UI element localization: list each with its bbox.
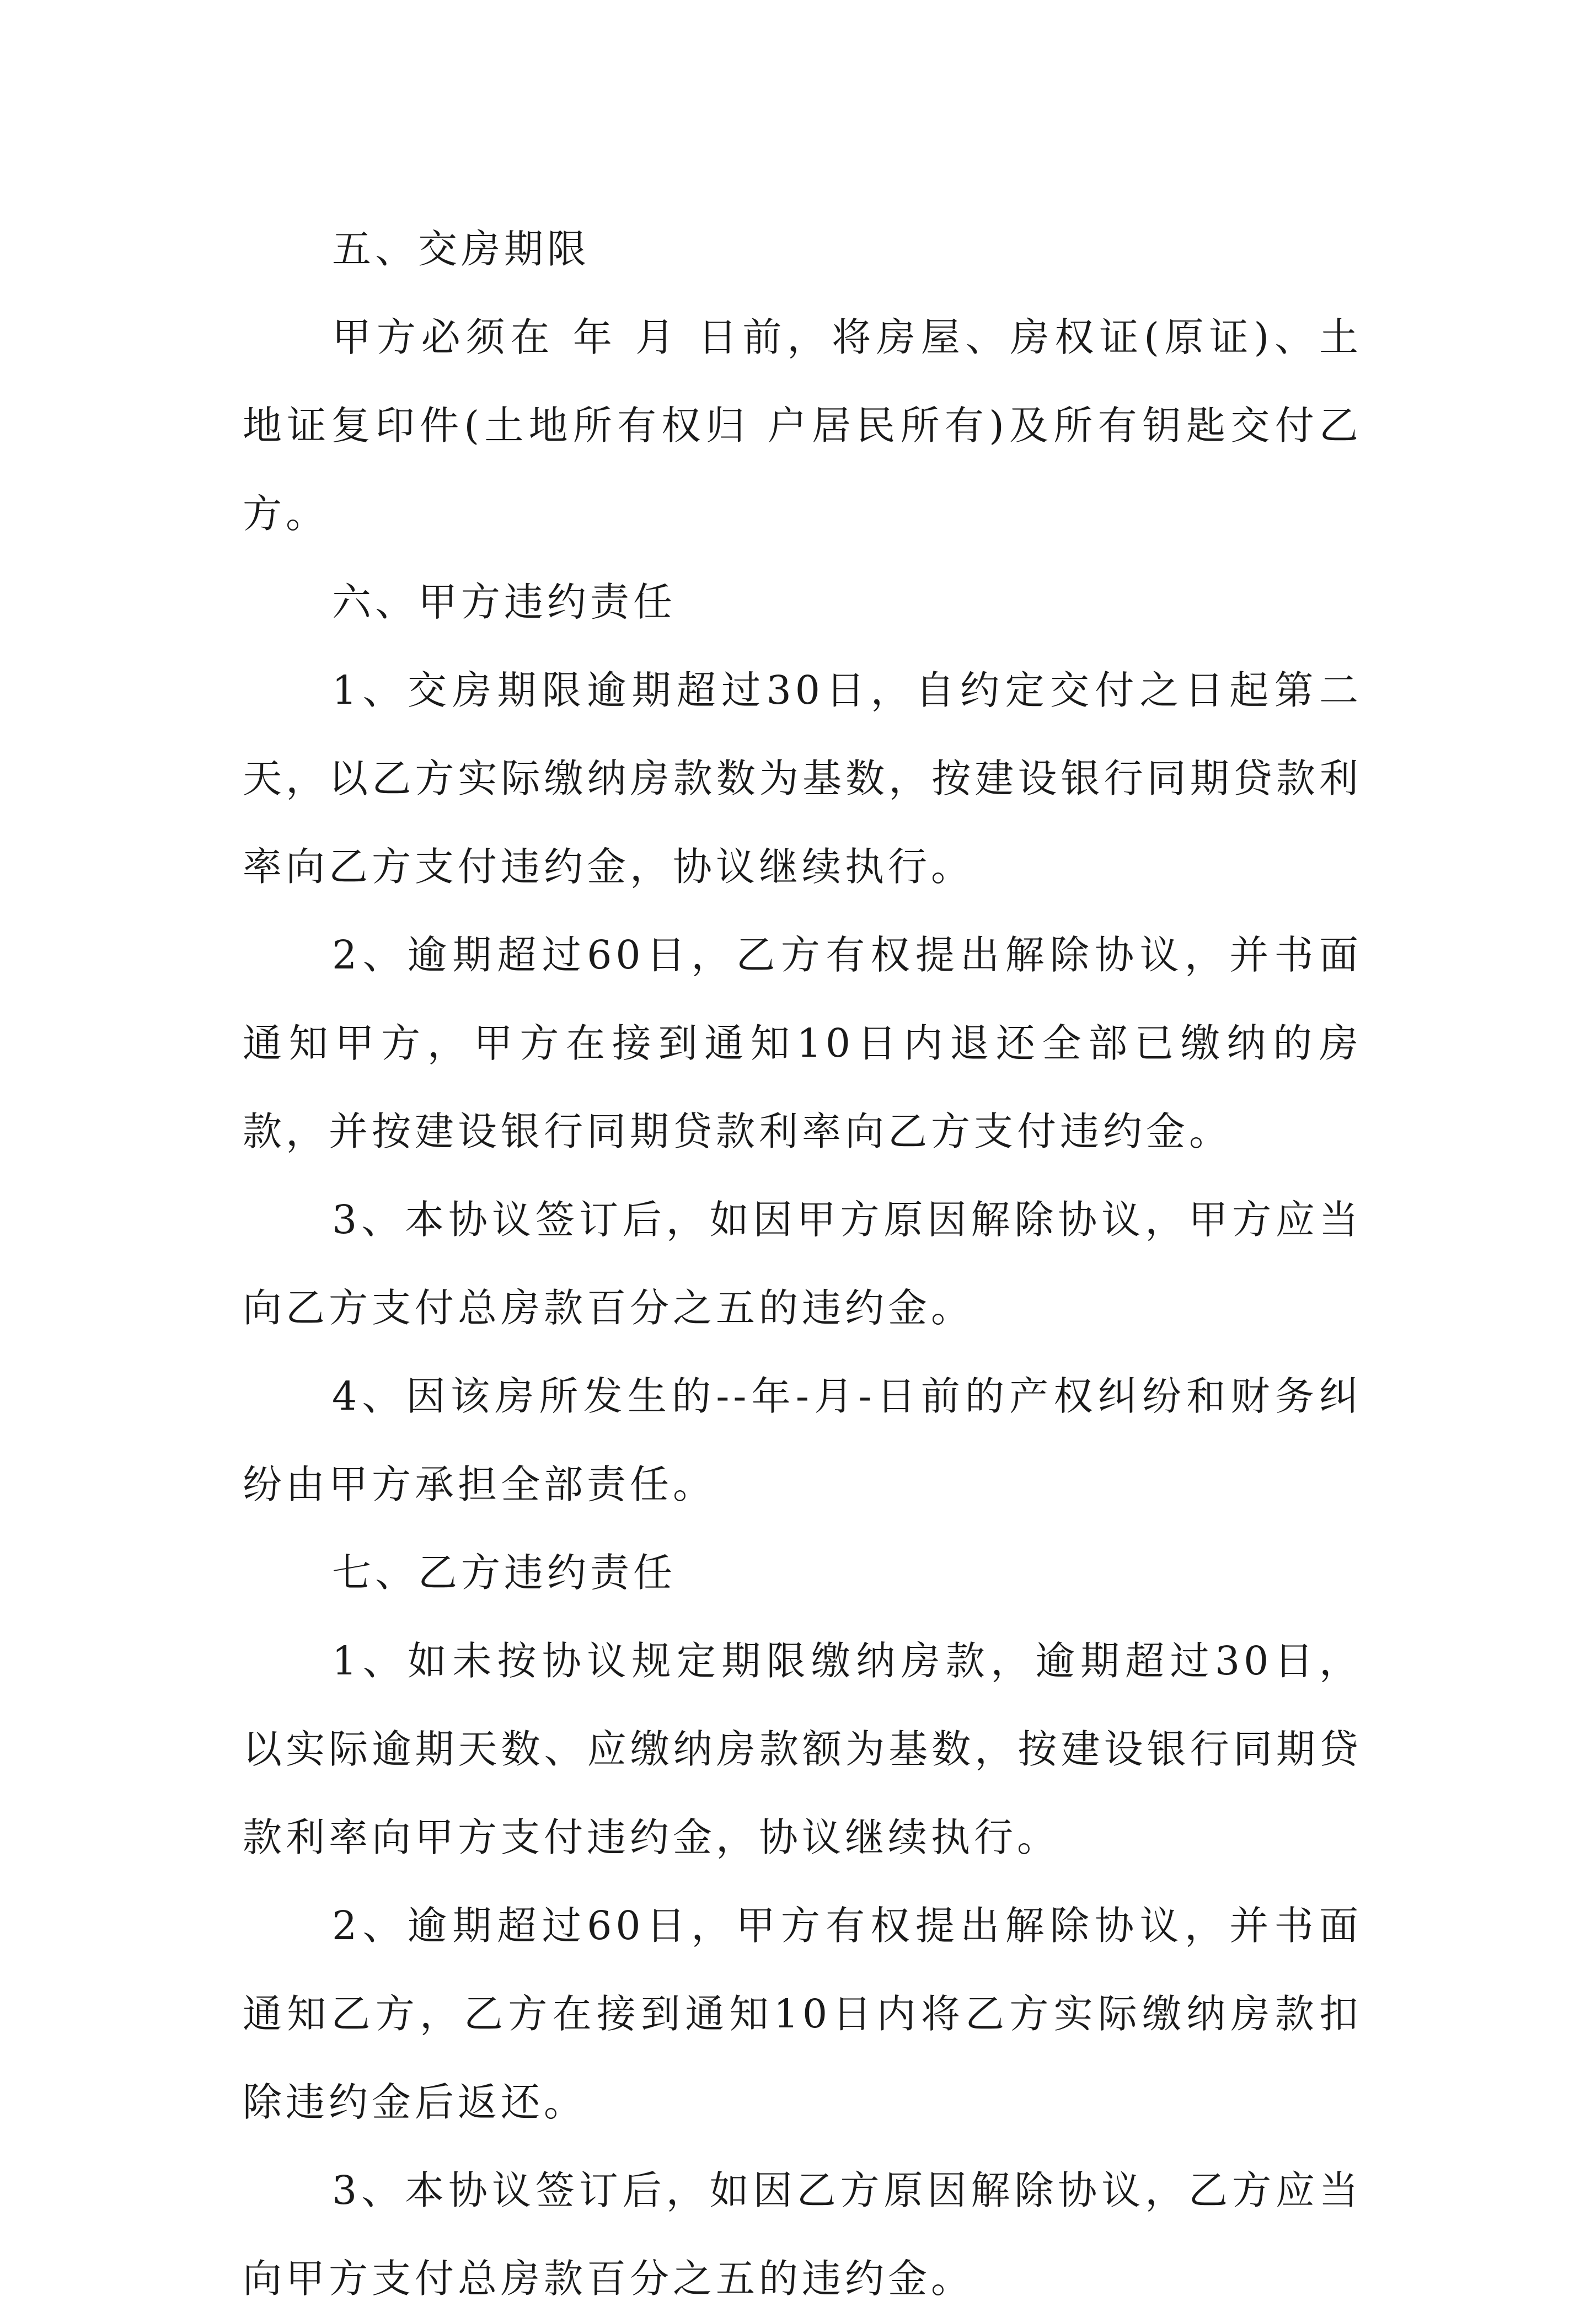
clause-b-1: 1、如未按协议规定期限缴纳房款，逾期超过30日，以实际逾期天数、应缴纳房款额为基数，按建设银行同期贷款利率向甲方支付违约金，协议继续执行。 [243,1638,1362,1860]
clause-b-3: 3、本协议签订后，如因乙方原因解除协议，乙方应当向甲方支付总房款百分之五的违约金。 [243,2167,1362,2301]
paragraph-delivery-terms: 甲方必须在 年 月 日前，将房屋、房权证(原证)、土地证复印件(土地所有权归 户居民所有)及所有钥匙交付乙方。 [243,314,1362,537]
section-heading-party-a-liability: 六、甲方违约责任 [332,579,677,625]
clause-a-4: 4、因该房所发生的--年-月-日前的产权纠纷和财务纠纷由甲方承担全部责任。 [243,1373,1362,1507]
clause-a-2: 2、逾期超过60日，乙方有权提出解除协议，并书面通知甲方，甲方在接到通知10日内退还全部已缴纳的房款，并按建设银行同期贷款利率向乙方支付违约金。 [243,932,1362,1154]
clause-a-3: 3、本协议签订后，如因甲方原因解除协议，甲方应当向乙方支付总房款百分之五的违约金。 [243,1197,1362,1331]
clause-a-1: 1、交房期限逾期超过30日，自约定交付之日起第二天，以乙方实际缴纳房款数为基数，按建设银行同期贷款利率向乙方支付违约金，协议继续执行。 [243,667,1362,890]
section-heading-delivery-deadline: 五、交房期限 [332,226,591,272]
document-body [243,205,1362,2323]
section-heading-party-b-liability: 七、乙方违约责任 [332,1550,677,1596]
clause-b-2: 2、逾期超过60日，甲方有权提出解除协议，并书面通知乙方，乙方在接到通知10日内将乙方实际缴纳房款扣除违约金后返还。 [243,1903,1362,2125]
